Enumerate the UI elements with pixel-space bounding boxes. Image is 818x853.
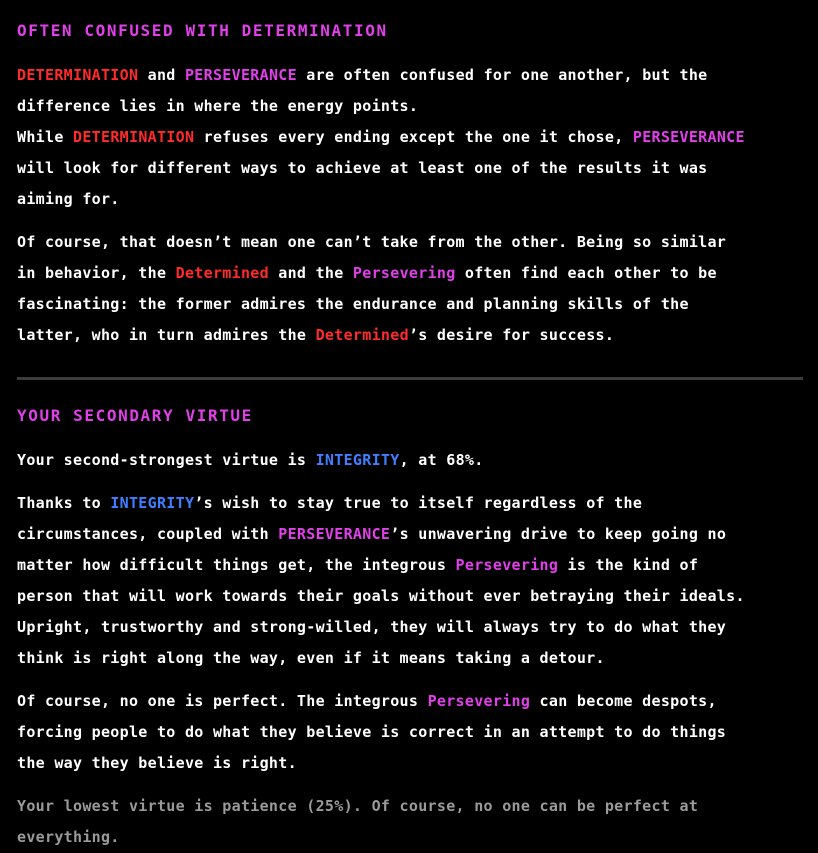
text-segment: ’s desire for success. — [408, 326, 615, 344]
text-line — [17, 686, 807, 717]
text-line — [17, 519, 807, 550]
text-line — [17, 320, 807, 351]
keyword-persevering: Persevering — [427, 692, 531, 710]
text-segment: Of course, no one is perfect. The integrous — [17, 692, 428, 710]
text-line — [17, 60, 807, 91]
keyword-integrity: INTEGRITY — [315, 451, 400, 469]
text-segment: Your second-strongest virtue is — [17, 451, 316, 469]
keyword-persevering: Persevering — [455, 556, 559, 574]
text-segment: While — [17, 128, 73, 146]
text-line: Of course, that doesn’t mean one can’t take from the other. Being so similar — [17, 233, 727, 251]
keyword-perseverance: PERSEVERANCE — [184, 66, 297, 84]
keyword-perseverance: PERSEVERANCE — [278, 525, 391, 543]
text-segment: is the kind of — [558, 556, 699, 574]
paragraph-despots — [17, 686, 807, 779]
text-segment: refuses every ending except the one it chose, — [194, 128, 633, 146]
text-segment: are often confused for one another, but the — [296, 66, 708, 84]
paragraph-secondary-virtue — [17, 445, 807, 476]
keyword-persevering: Persevering — [352, 264, 456, 282]
paragraph-lowest-virtue — [17, 791, 807, 853]
text-line — [17, 488, 807, 519]
text-line: fascinating: the former admires the endurance and planning skills of the — [17, 295, 689, 313]
text-line: person that will work towards their goals without ever betraying their ideals. — [17, 587, 745, 605]
keyword-perseverance: PERSEVERANCE — [632, 128, 745, 146]
paragraph-confusion — [17, 60, 807, 215]
text-segment: circumstances, coupled with — [17, 525, 279, 543]
text-segment: ’s wish to stay true to itself regardless of the — [194, 494, 643, 512]
keyword-determined: Determined — [175, 264, 269, 282]
text-line: forcing people to do what they believe is correct in an attempt to do things — [17, 723, 727, 741]
text-line — [17, 258, 807, 289]
text-segment: in behavior, the — [17, 264, 176, 282]
text-line: will look for different ways to achieve at least one of the results it was — [17, 159, 708, 177]
text-segment: and — [138, 66, 185, 84]
keyword-determination: DETERMINATION — [17, 66, 139, 84]
text-segment: often find each other to be — [455, 264, 717, 282]
text-line — [17, 122, 807, 153]
text-line — [17, 445, 807, 476]
text-segment: , at 68%. — [399, 451, 484, 469]
text-segment: and the — [268, 264, 353, 282]
section-heading-often-confused: OFTEN CONFUSED WITH DETERMINATION — [17, 21, 388, 40]
section-heading-secondary-virtue: YOUR SECONDARY VIRTUE — [17, 406, 253, 425]
keyword-integrity: INTEGRITY — [110, 494, 195, 512]
text-line — [17, 550, 807, 581]
paragraph-take-from-other — [17, 227, 807, 351]
text-segment: Thanks to — [17, 494, 111, 512]
keyword-determination: DETERMINATION — [73, 128, 195, 146]
text-segment: matter how difficult things get, the integrous — [17, 556, 456, 574]
text-line: the way they believe is right. — [17, 754, 297, 772]
text-segment: can become despots, — [530, 692, 717, 710]
text-segment: ’s unwavering drive to keep going no — [390, 525, 727, 543]
text-line: think is right along the way, even if it means taking a detour. — [17, 649, 605, 667]
text-line: Upright, trustworthy and strong-willed, they will always try to do what they — [17, 618, 727, 636]
text-line: difference lies in where the energy points. — [17, 97, 419, 115]
keyword-determined: Determined — [315, 326, 409, 344]
section-divider — [17, 377, 803, 380]
text-line: Your lowest virtue is patience (25%). Of course, no one can be perfect at — [17, 797, 699, 815]
paragraph-integrity-description — [17, 488, 807, 674]
text-segment: latter, who in turn admires the — [17, 326, 316, 344]
text-line: aiming for. — [17, 190, 120, 208]
text-line: everything. — [17, 828, 120, 846]
